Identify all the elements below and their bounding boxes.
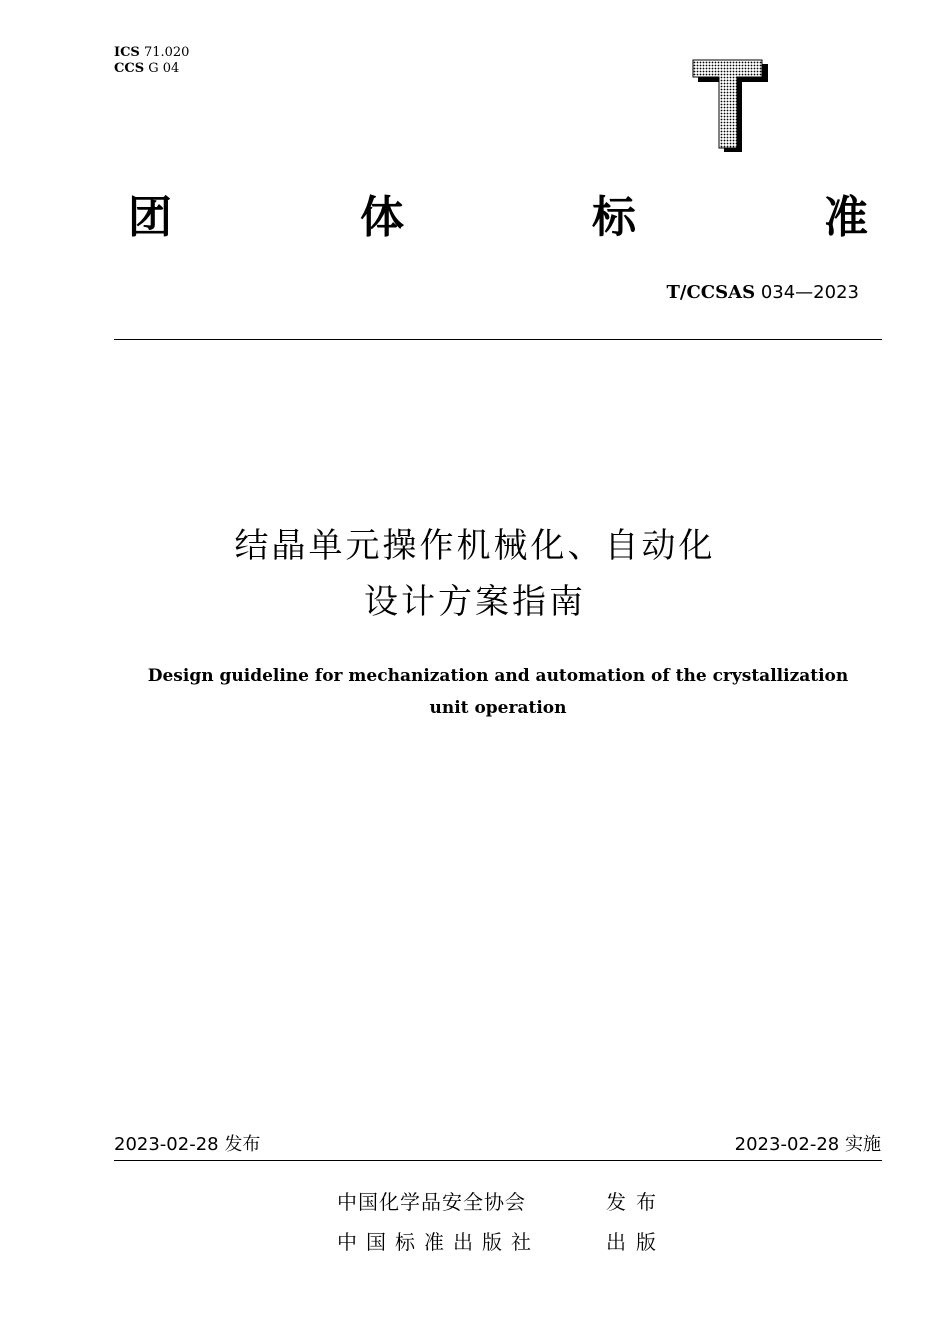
english-title bbox=[100, 660, 896, 724]
press-role: 出版 bbox=[606, 1230, 666, 1254]
issue-date: 2023-02-28 发布 bbox=[114, 1134, 261, 1155]
ics-code: ICS 71.020 bbox=[114, 45, 190, 60]
publisher-role: 发布 bbox=[606, 1190, 666, 1214]
standard-type-char: 团 bbox=[128, 192, 172, 243]
standard-type-title bbox=[128, 188, 868, 248]
standard-type-char: 准 bbox=[824, 192, 868, 243]
standard-number-prefix: T/CCSAS bbox=[666, 282, 756, 303]
footer-divider bbox=[114, 1160, 882, 1161]
english-title-line2: unit operation bbox=[429, 698, 567, 718]
press-name: 中国标准出版社 bbox=[337, 1230, 540, 1254]
standard-number bbox=[667, 282, 860, 303]
ccs-code: CCS G 04 bbox=[114, 61, 180, 76]
standard-number-value: 034—2023 bbox=[760, 282, 859, 303]
publisher-name: 中国化学品安全协会 bbox=[337, 1190, 526, 1214]
chinese-title-line1: 结晶单元操作机械化、自动化 bbox=[234, 526, 716, 566]
classification-codes bbox=[114, 45, 189, 77]
standard-type-char: 标 bbox=[592, 192, 636, 243]
implementation-date: 2023-02-28 实施 bbox=[734, 1134, 881, 1155]
standard-type-char: 体 bbox=[360, 192, 404, 243]
header-divider bbox=[114, 339, 882, 340]
t-logo-icon bbox=[690, 58, 770, 154]
english-title-line1: Design guideline for mechanization and automation of the crystallization bbox=[147, 666, 849, 686]
chinese-title bbox=[0, 518, 950, 630]
chinese-title-line2: 设计方案指南 bbox=[364, 582, 586, 622]
